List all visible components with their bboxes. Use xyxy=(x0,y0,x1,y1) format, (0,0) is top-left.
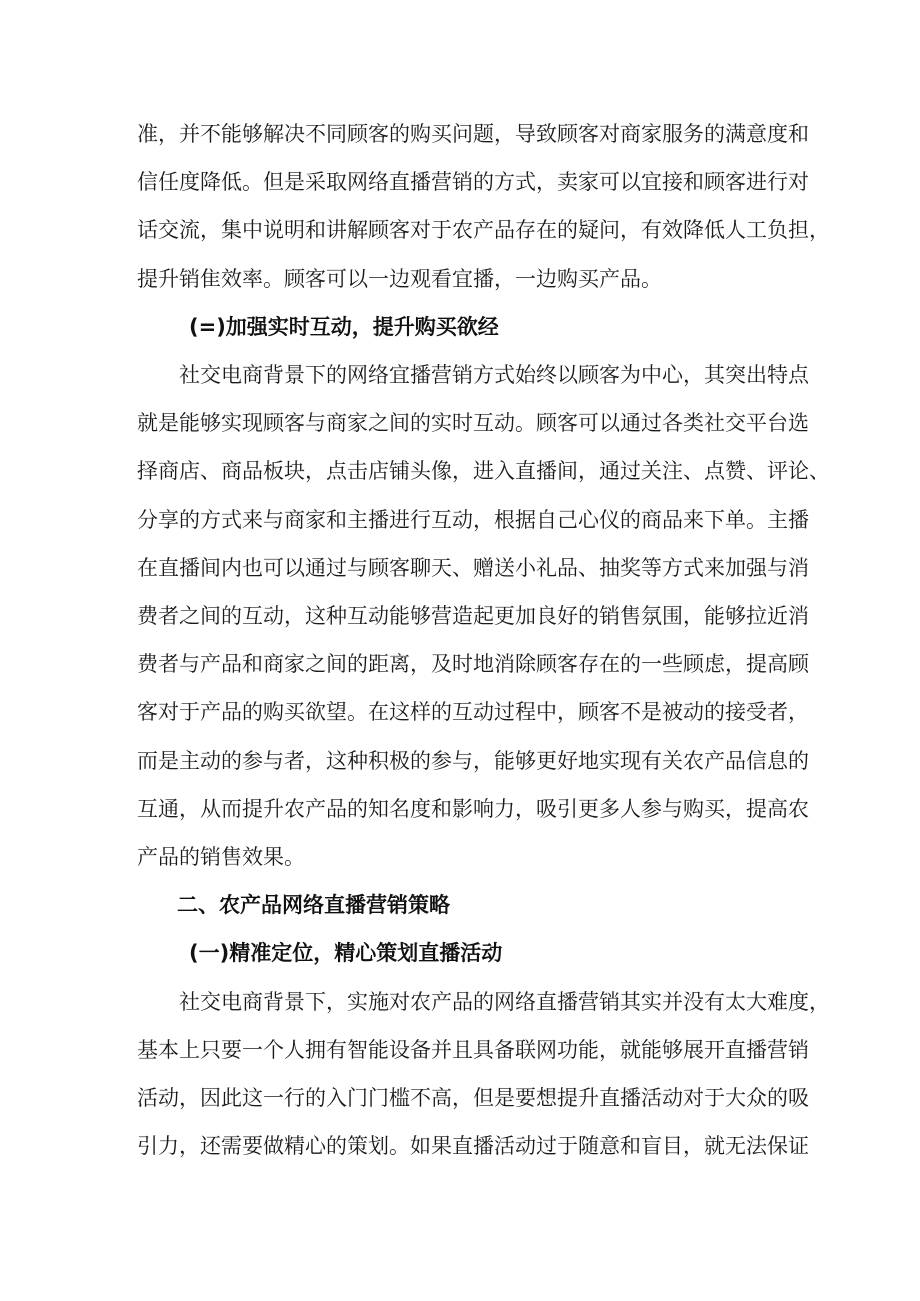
text-line: 费者与产品和商家之间的距离，及时地消除顾客存在的一些顾虑，提高顾 xyxy=(137,652,809,677)
text-line: 引力，还需要做精心的策划。如果直播活动过于随意和盲目，就无法保证 xyxy=(137,1134,809,1159)
document-body xyxy=(137,110,830,1170)
text-line: 准，并不能够解决不同顾客的购买问题，导致顾客对商家服务的满意度和 xyxy=(137,122,809,146)
text-line: 客对于产品的购买欲望。在这样的互动过程中，顾客不是被动的接受者， xyxy=(137,700,809,725)
paragraph-positioning xyxy=(137,978,830,1171)
text-line: 产品的销售效果。 xyxy=(137,845,305,870)
text-line: 信任度降低。但是采取网络直播营销的方式，卖家可以宜接和顾客进行对 xyxy=(137,170,809,195)
text-line: 择商店、商品板块，点击店铺头像，进入直播间，通过关注、点赞、评论、 xyxy=(137,459,830,484)
text-line: 话交流，集中说明和讲解顾客对于农产品存在的疑问，有效降低人工负担， xyxy=(137,218,830,243)
subsection-heading-positioning: (一)精准定位，精心策划直播活动 xyxy=(189,941,503,966)
subsection-heading-realtime-interaction: (=)加强实时互动，提升购买欲经 xyxy=(189,314,499,339)
text-line: 社交电商背景下，实施对农产品的网络直播营销其实并没有太大难度， xyxy=(179,989,830,1014)
text-line: 活动，因此这一行的入门门槛不高，但是要想提升直播活动对于大众的吸 xyxy=(137,1086,809,1111)
paragraph-realtime-interaction xyxy=(137,351,830,881)
text-line: 基本上只要一个人拥有智能设备并且具备联网功能，就能够展开直播营销 xyxy=(137,1037,809,1062)
text-line: 提升销隹效率。顾客可以一边观看宜播，一边购买产品。 xyxy=(137,266,662,291)
paragraph-continuation xyxy=(137,110,830,303)
text-line: 费者之间的互动，这种互动能够营造起更加良好的销售氛围，能够拉近消 xyxy=(137,604,809,629)
text-line: 而是主动的参与者，这种积极的参与，能够更好地实现有关农产品信息的 xyxy=(137,748,809,773)
text-line: 互通，从而提升农产品的知名度和影响力，吸引更多人参与购买，提高农 xyxy=(137,796,809,821)
text-line: 分享的方式来与商家和主播进行互动，根据自己心仪的商品来下单。主播 xyxy=(137,507,809,532)
text-line: 社交电商背景下的网络宜播营销方式始终以顾客为中心，其突出特点 xyxy=(179,363,809,388)
text-line: 在直播间内也可以通过与顾客聊天、赠送小礼品、抽奖等方式来加强与消 xyxy=(137,555,809,580)
section-heading-strategy: 二、农产品网络直播营销策略 xyxy=(177,893,450,918)
text-line: 就是能够实现顾客与商家之间的实时互动。顾客可以通过各类社交平台选 xyxy=(137,411,809,436)
